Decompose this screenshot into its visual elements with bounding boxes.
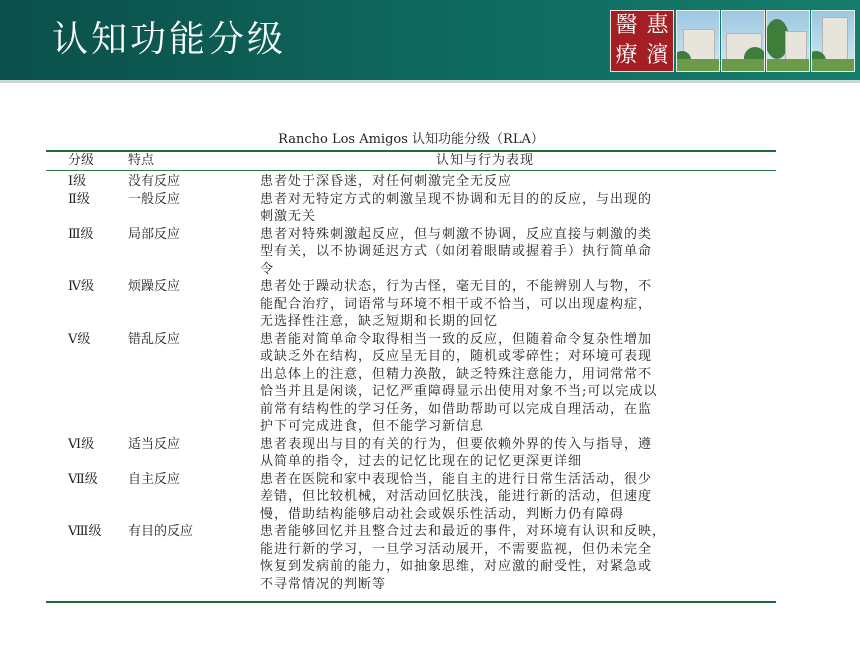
- behavior-line: 慢，借助结构能够启动社会或娱乐性活动，判断力仍有障碍: [260, 506, 625, 522]
- table-bottom-rule: [46, 601, 776, 603]
- feature-cell: 有目的反应: [128, 524, 194, 539]
- level-cell: Ⅵ级: [68, 436, 95, 452]
- table-row: [46, 173, 776, 191]
- behavior-line: 患者对特殊刺激起反应，但与刺激不协调，反应直接与刺激的类: [260, 226, 653, 242]
- behavior-line: 患者表现出与目的有关的行为，但要依赖外界的传入与指导，遵: [260, 436, 653, 452]
- table-row: [46, 191, 776, 226]
- table-row: [46, 278, 776, 331]
- table-header: [46, 152, 776, 170]
- column-header-level: 分级: [68, 153, 95, 168]
- hospital-photo: [721, 10, 765, 72]
- behavior-cell: [260, 278, 770, 331]
- behavior-line: 型有关，以不协调延迟方式（如闭着眼睛或握着手）执行简单命: [260, 244, 653, 259]
- behavior-line: 患者处于躁动状态，行为古怪，毫无目的，不能辨别人与物，不: [260, 279, 653, 294]
- feature-cell: 烦躁反应: [128, 279, 181, 294]
- feature-cell: 适当反应: [128, 436, 181, 452]
- hospital-photo: [676, 10, 720, 72]
- behavior-line: 恰当并且是闲谈，记忆严重障碍显示出使用对象不当;可以完成以: [260, 384, 658, 399]
- behavior-line: 能配合治疗，词语常与环境不相干或不恰当，可以出现虚构症，: [260, 296, 653, 312]
- behavior-line: 患者能对简单命令取得相当一致的反应，但随着命令复杂性增加: [260, 331, 653, 347]
- hospital-photo: [766, 10, 810, 72]
- rla-table: [46, 130, 776, 603]
- title-bar-divider: [0, 80, 860, 83]
- behavior-cell: [260, 331, 770, 436]
- behavior-cell: [260, 471, 770, 524]
- behavior-line: 差错，但比较机械，对活动回忆肤浅，能进行新的活动，但速度: [260, 489, 653, 504]
- table-row: [46, 471, 776, 524]
- behavior-line: 患者在医院和家中表现恰当，能自主的进行日常生活活动，很少: [260, 471, 653, 487]
- behavior-line: 从简单的指令，过去的记忆比现在的记忆更深更详细: [260, 454, 583, 469]
- logo-char: 濱: [646, 43, 669, 68]
- behavior-line: 出总体上的注意，但精力涣散，缺乏特殊注意能力，用词常常不: [260, 366, 653, 382]
- behavior-line: 无选择性注意，缺乏短期和长期的回忆: [260, 314, 499, 329]
- behavior-line: 刺激无关: [260, 209, 317, 224]
- behavior-cell: [260, 226, 770, 279]
- behavior-line: 恢复到发病前的能力，如抽象思维，对应激的耐受性，对紧急或: [260, 559, 653, 574]
- table-body: [46, 171, 776, 601]
- level-cell: Ⅱ级: [68, 191, 90, 207]
- feature-cell: 一般反应: [128, 191, 181, 207]
- table-title: Rancho Los Amigos 认知功能分级（RLA）: [278, 132, 544, 147]
- behavior-line: 能进行新的学习，一旦学习活动展开，不需要监视，但仍未完全: [260, 541, 653, 557]
- level-cell: Ⅲ级: [68, 226, 94, 242]
- behavior-cell: [260, 191, 770, 226]
- logo-char: 醫: [615, 13, 638, 38]
- behavior-cell: [260, 523, 770, 593]
- table-row: [46, 331, 776, 436]
- behavior-line: 不寻常情况的判断等: [260, 576, 387, 592]
- feature-cell: 错乱反应: [128, 331, 181, 347]
- slide-title: 认知功能分级: [52, 19, 287, 60]
- feature-cell: 局部反应: [128, 226, 181, 242]
- level-cell: Ⅷ级: [68, 524, 102, 539]
- behavior-line: 患者对无特定方式的刺激呈现不协调和无目的的反应，与出现的: [260, 191, 653, 207]
- column-header-behavior: 认知与行为表现: [435, 153, 534, 168]
- hospital-logo: [610, 10, 674, 72]
- column-header-feature: 特点: [128, 153, 155, 168]
- hospital-photo: [811, 10, 855, 72]
- behavior-cell: [260, 436, 770, 471]
- behavior-line: 或缺乏外在结构，反应呈无目的，随机或零碎性；对环境可表现: [260, 349, 653, 364]
- table-row: [46, 226, 776, 279]
- behavior-line: 护下可完成进食，但不能学习新信息: [260, 419, 485, 434]
- table-row: [46, 523, 776, 593]
- feature-cell: 没有反应: [128, 174, 181, 189]
- logo-char: 惠: [646, 13, 669, 38]
- level-cell: Ⅳ级: [68, 279, 94, 294]
- behavior-line: 令: [260, 261, 275, 277]
- behavior-line: 前常有结构性的学习任务，如借助帮助可以完成自理活动，在监: [260, 401, 653, 417]
- behavior-line: 患者能够回忆并且整合过去和最近的事件，对环境有认识和反映，: [260, 524, 667, 539]
- behavior-line: 患者处于深昏迷，对任何刺激完全无反应: [260, 174, 513, 189]
- level-cell: Ⅶ级: [68, 471, 98, 487]
- level-cell: Ⅰ级: [68, 174, 87, 189]
- behavior-cell: [260, 173, 770, 191]
- logo-char: 療: [615, 43, 638, 68]
- feature-cell: 自主反应: [128, 471, 181, 487]
- level-cell: Ⅴ级: [68, 331, 91, 347]
- table-row: [46, 436, 776, 471]
